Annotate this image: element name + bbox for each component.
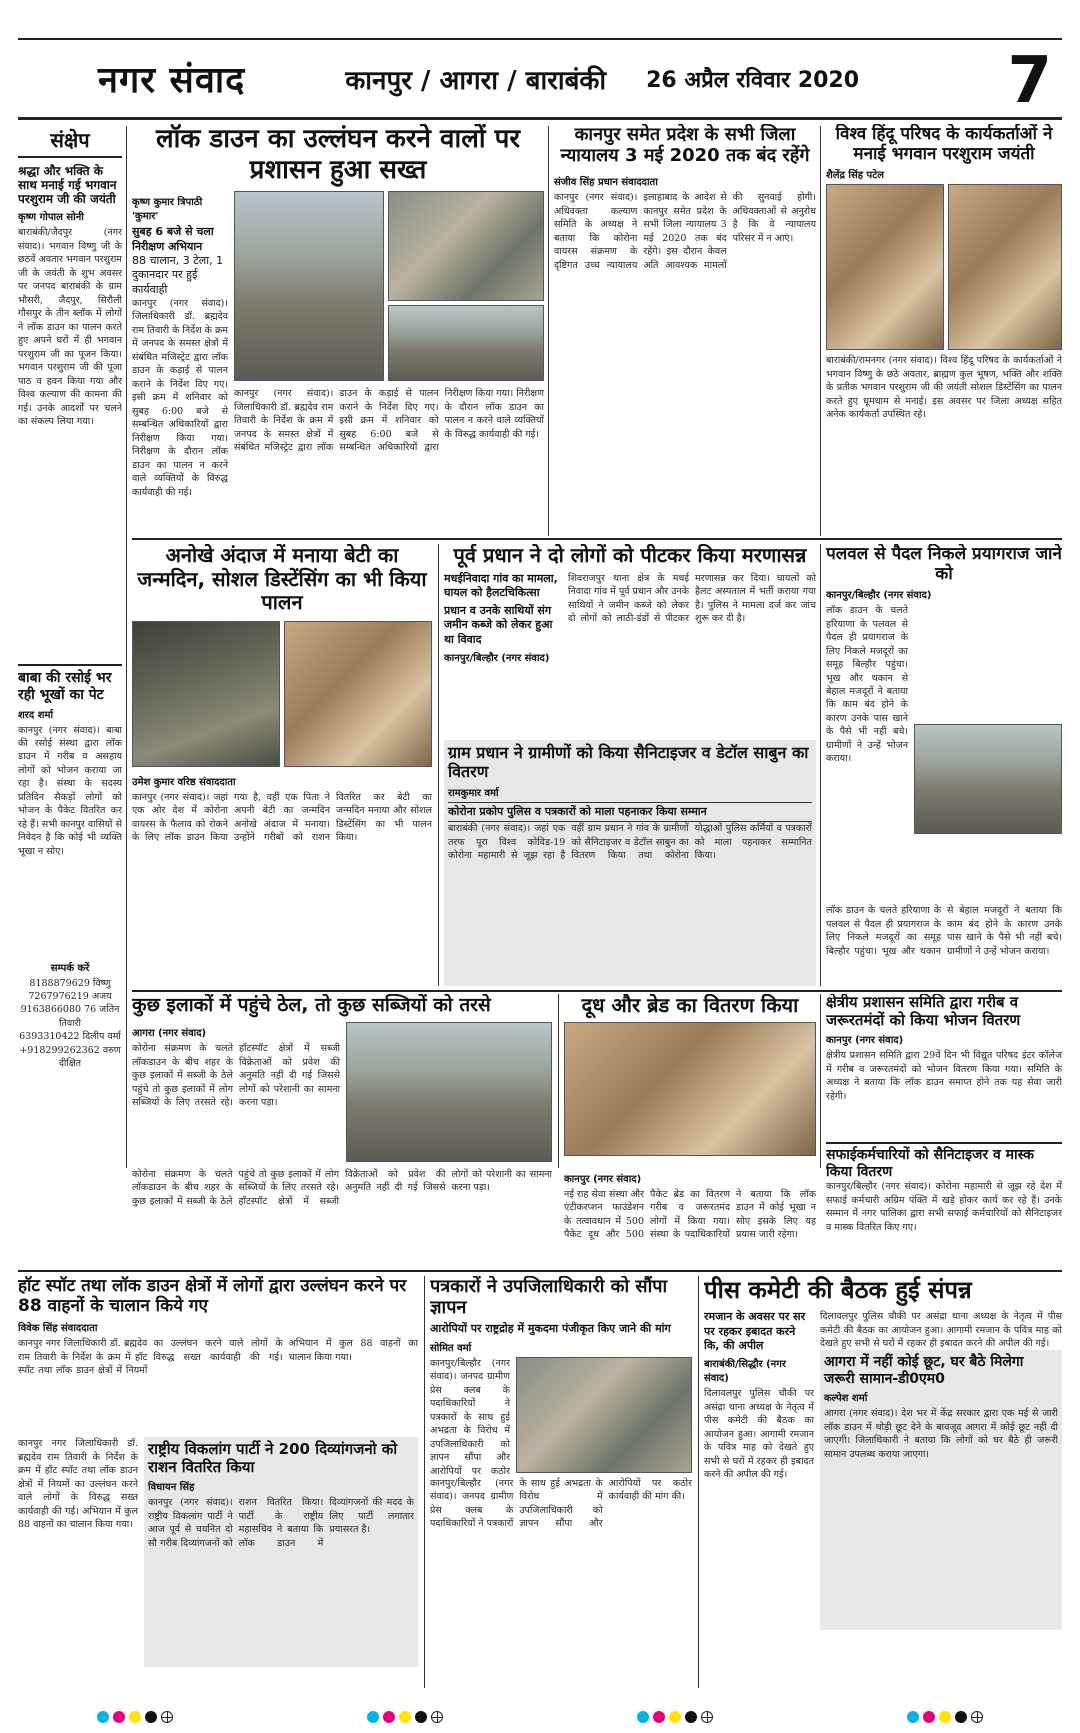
contact-item: 9163866080 76 जतिन तिवारी — [20, 1004, 120, 1029]
murder-body: शिवराजपुर थाना क्षेत्र के मधई निवादा गांव में पूर्व प्रधान और उनके साथियों ने जमीन कब्जे को लेकर दो लोगों को लाठी-डंडों से पीटकर मरणासन्न कर दिया। घायलों को हैलट अस्पताल में भर्ती कराया गया है। पुलिस ने मामला दर्ज कर जांच शुरू कर दी है। — [568, 572, 816, 625]
memo-headline: पत्रकारों ने उपजिलाधिकारी को सौंपा ज्ञापन — [430, 1276, 668, 1319]
vendors-body-box — [132, 1168, 552, 1264]
sanitizer-story — [444, 740, 816, 986]
sidebar-story1-byline: कृष्ण गोपाल सोनी — [18, 212, 84, 224]
lead-body-continued: कानपुर (नगर संवाद)। जिलाधिकारी डॉ. ब्रह्मदेव राम तिवारी के निर्देश के क्रम में जनपद के समस्त क्षेत्रों में संबंधित मजिस्ट्रेट द्वारा लॉक डाउन के कड़ाई से पालन कराने के निर्देश दिए गए। इसी क्रम में शनिवार को सुबह 6:00 बजे से सम्बन्धित अधिकारियों द्वारा निरीक्षण किया गया। निरीक्षण के दौरान लॉक डाउन का पालन न करने वाले व्यक्तियों के विरुद्ध कार्यवाही की गई। — [234, 388, 544, 454]
vhp-body: बाराबंकी/रामनगर (नगर संवाद)। विश्व हिंदू परिषद के कार्यकर्ताओं ने भगवान विष्णु के छठे अवतार, ब्राह्मण कुल भूषण, भक्ति और शक्ति के प्रतीक भगवान परशुराम जी की जयंती सोशल डिस्टेंसिंग का पालन करते हुए धूमधाम से मनाई। इस अवसर पर जिला अध्यक्ष सहित अनेक कार्यकर्ता उपस्थित रहे। — [826, 355, 1062, 421]
hotspot-body-continued: कानपुर नगर जिलाधिकारी डॉ. ब्रह्मदेव राम तिवारी के निर्देश के क्रम में हॉट स्पॉट तथा लॉक डाउन क्षेत्रों में नियमों का उल्लंघन करने वाले लोगों के विरुद्ध सख्त कार्यवाही की गई। अभियान में कुल 88 वाहनों का चालान किया गया। — [18, 1438, 138, 1530]
food-story — [826, 994, 1062, 1266]
peace-subhead: रमजान के अवसर पर सर पर रहकर इबादत करने कि, की अपील — [704, 1310, 806, 1352]
walk-byline: कानपुर/बिल्हौर (नगर संवाद) — [826, 590, 932, 602]
food-subhead: सफाईकर्मचारियों को सैनिटाइजर व मास्क किया वितरण — [826, 1142, 1062, 1180]
memo-story — [430, 1276, 692, 1688]
sanitizer-byline: रामकुमार वर्मा — [448, 787, 499, 799]
ration-headline: राष्ट्रीय विकलांग पार्टी ने 200 दिव्यांगजनो को राशन वितरित किया — [148, 1440, 398, 1476]
vhp-photo-1 — [826, 184, 944, 350]
black-mark — [685, 1711, 697, 1723]
memo-photo — [516, 1357, 692, 1473]
agra-box — [820, 1350, 1062, 1630]
milk-story — [564, 994, 816, 1166]
murder-headline: पूर्व प्रधान ने दो लोगों को पीटकर किया मरणासन्न — [453, 544, 807, 567]
contact-list — [18, 977, 122, 1071]
lead-photo-3 — [388, 305, 544, 381]
edition-cities: कानपुर / आगरा / बाराबंकी — [345, 65, 607, 96]
lead-photo-1 — [234, 191, 384, 381]
court-body: कानपुर (नगर संवाद)। अधिवक्ता कल्याण समिति के अध्यक्ष ने बताया कि कोरोना वायरस संक्रमण के दृष्टिगत उच्च न्यायालय इलाहाबाद के आदेश से कानपुर समेत प्रदेश के सभी जिला न्यायालय 3 मई 2020 तक बंद रहेंगे। इस दौरान केवल अति आवश्यक मामलों की सुनवाई होगी। अधिवक्ताओं से अनुरोध है कि वे न्यायालय परिसर में न आएं। — [554, 192, 816, 271]
memo-subhead: आरोपियों पर राष्ट्रद्रोह में मुकदमा पंजीकृत किए जाने की मांग — [430, 1322, 671, 1336]
sidebar-story2-byline: शरद शर्मा — [18, 709, 54, 721]
memo-byline: सोमित वर्मा — [430, 1342, 472, 1354]
vhp-headline: विश्व हिंदू परिषद के कार्यकर्ताओं ने मनाई भगवान परशुराम जयंती — [835, 124, 1053, 165]
agra-headline: आगरा में नहीं कोई छूट, घर बैठे मिलेगा जरूरी सामान-डी0एम0 — [824, 1354, 1024, 1387]
court-story — [554, 124, 816, 526]
magenta-mark — [113, 1711, 125, 1723]
magenta-mark — [653, 1711, 665, 1723]
milk-body-box — [564, 1168, 816, 1264]
black-mark — [145, 1711, 157, 1723]
magenta-mark — [383, 1711, 395, 1723]
birthday-byline: उमेश कुमार वरिष्ठ संवाददाता — [132, 776, 236, 788]
ration-body: कानपुर (नगर संवाद)। राष्ट्रीय विकलांग पार्टी ने आज पूर्व से चयनित दो सौ गरीब दिव्यांगजनों को राशन वितरित किया। पार्टी के राष्ट्रीय महासचिव ने बताया कि लॉक डाउन में दिव्यांगजनों की मदद के लिए पार्टी लगातार प्रयासरत है। — [148, 1497, 414, 1549]
peace-body-continued: दिलावलपुर पुलिस चौकी पर असंद्रा थाना अध्यक्ष के नेतृत्व में पीस कमेटी की बैठक का आयोजन हुआ। आगामी रमजान के पवित्र माह को देखते हुए सभी से घरों में रहकर ही इबादत करने की अपील की गई। — [820, 1311, 1062, 1350]
walk-body: लॉक डाउन के चलते हरियाणा के पलवल से पैदल ही प्रयागराज के लिए निकले मजदूरों का समूह बिल्हौर पहुंचा। भूख और थकान से बेहाल मजदूरों ने बताया कि काम बंद होने के कारण उनके पास खाने के पैसे भी नहीं बचे। ग्रामीणों ने उन्हें भोजन कराया। — [826, 605, 908, 765]
milk-headline: दूध और ब्रेड का वितरण किया — [581, 994, 799, 1017]
crosshair-mark — [431, 1711, 443, 1723]
vhp-byline: शैलेंद्र सिंह पटेल — [826, 170, 885, 182]
sanitizer-subhead: कोरोना प्रकोप पुलिस व पत्रकारों को माला पहनाकर किया सम्मान — [448, 802, 812, 822]
milk-byline: कानपुर (नगर संवाद) — [564, 1174, 642, 1185]
vendors-body: कोरोना संक्रमण के चलते लॉकडाउन के बीच शहर के कुछ इलाकों में सब्जी के ठेले पहुंचे तो कुछ इलाकों में लोग सब्जियों के लिए तरसते रहे। हॉटस्पॉट क्षेत्रों में सब्जी विक्रेताओं को प्रवेश की अनुमति नहीं दी गई जिससे लोगों को परेशानी का सामना करना पड़ा। — [132, 1043, 340, 1109]
crosshair-mark — [971, 1711, 983, 1723]
agra-byline: कल्पेश शर्मा — [824, 1393, 868, 1405]
hotspot-body: कानपुर नगर जिलाधिकारी डॉ. ब्रह्मदेव राम तिवारी के निर्देश के क्रम में हॉट स्पॉट तथा लॉक डाउन क्षेत्रों में नियमों का उल्लंघन करने वाले लोगों के विरुद्ध सख्त कार्यवाही की गई। अभियान में कुल 88 वाहनों का चालान किया गया। — [18, 1338, 418, 1377]
murder-subhead-1: मधईनिवादा गांव का मामला, घायल को हैलटचिकित्सा — [444, 571, 558, 599]
hotspot-byline: विवेक सिंह संवाददाता — [18, 1323, 98, 1335]
memo-body: कानपुर/बिल्हौर (नगर संवाद)। जनपद ग्रामीण प्रेस क्लब के पदाधिकारियों ने पत्रकारों के साथ हुई अभद्रता के विरोध में उपजिलाधिकारी को ज्ञापन सौंपा और आरोपियों पर कठोर — [430, 1357, 510, 1477]
memo-body-continued: कानपुर/बिल्हौर (नगर संवाद)। जनपद ग्रामीण प्रेस क्लब के पदाधिकारियों ने पत्रकारों के साथ हुई अभद्रता के विरोध में उपजिलाधिकारी को ज्ञापन सौंपा और आरोपियों पर कठोर कार्यवाही की मांग की। — [430, 1477, 692, 1530]
walk-body-continued: लॉक डाउन के चलते हरियाणा के पलवल से पैदल ही प्रयागराज के लिए निकले मजदूरों का समूह बिल्हौर पहुंचा। भूख और थकान से बेहाल मजदूरों ने बताया कि काम बंद होने के कारण उनके पास खाने के पैसे भी नहीं बचे। ग्रामीणों ने उन्हें भोजन कराया। — [826, 905, 1062, 957]
food-body: क्षेत्रीय प्रशासन समिति द्वारा 29वें दिन भी विद्युत परिषद इंटर कॉलेज में गरीब व जरूरतमंदों को भोजन वितरण किया गया। समिति के अध्यक्ष ने बताया कि लॉक डाउन समाप्त होने तक यह सेवा जारी रहेगी। — [826, 1050, 1062, 1102]
milk-body: नई राह सेवा संस्था और एंटीकरप्शन फाउंडेशन के तत्वावधान में 500 पैकेट दूध और 500 पैकेट ब्रेड का वितरण गरीब व जरूरतमंद लोगों में किया गया। संस्था के पदाधिकारियों ने बताया कि लॉक डाउन में कोई भूखा न सोए इसके लिए यह प्रयास जारी रहेगा। — [564, 1189, 816, 1241]
vendors-photo — [346, 1022, 552, 1162]
contact-item: +918299262362 वरुण दीक्षित — [19, 1044, 121, 1070]
sidebar-story2-headline: बाबा की रसोई भर रही भूखों का पेट — [18, 664, 122, 703]
murder-story — [444, 544, 816, 734]
lead-subhead: सुबह 6 बजे से चला निरीक्षण अभियान — [132, 225, 214, 253]
vendors-headline: कुछ इलाकों में पहुंचे ठेल, तो कुछ सब्जियों को तरसे — [132, 994, 491, 1016]
newspaper-page — [18, 38, 1062, 1693]
food-body-2: कानपुर/बिल्हौर (नगर संवाद)। कोरोना महामारी से जूझ रहे देश में सफाई कर्मचारी अग्रिम पंक्ति में खड़े होकर कार्य कर रहे हैं। उनके सम्मान में नगर पालिका द्वारा सभी सफाई कर्मचारियों को सैनिटाइजर व मास्क वितरित किए गए। — [826, 1181, 1062, 1233]
cyan-mark — [367, 1711, 379, 1723]
page-number: 7 — [1007, 44, 1052, 118]
sidebar-story1-body: बाराबंकी/जैदपुर (नगर संवाद)। भगवान विष्णु जी के छठवें अवतार भगवान परशुराम जी के जयंती के शुभ अवसर पर जनपद बाराबंकी के ग्राम भौसरी, जैदपुर, सिरौली गौसपुर के तीन ब्लॉक में लोगों ने लॉक डाउन का पालन करते हुए अपने घरों में ही भगवान परशुराम जी का पूजन किया। भगवान परशुराम जी की पूजा पाठ व हवन किया गया और विश्व कल्याण की कामना की गई। उनके आदर्शों पर चलने का संकल्प लिया गया। — [18, 227, 122, 428]
milk-photo — [564, 1022, 816, 1156]
lead-headline: लॉक डाउन का उल्लंघन करने वालों पर प्रशासन हुआ सख्त — [155, 124, 521, 185]
cyan-mark — [97, 1711, 109, 1723]
murder-byline: कानपुर/बिल्हौर (नगर संवाद) — [444, 653, 550, 665]
black-mark — [955, 1711, 967, 1723]
murder-subhead-2: प्रधान व उनके साथियों संग जमीन कब्जे को लेकर हुआ था विवाद — [444, 604, 553, 646]
birthday-headline: अनोखे अंदाज में मनाया बेटी का जन्मदिन, सोशल डिस्टेंसिंग का भी किया पालन — [137, 544, 427, 615]
contact-label: सम्पर्क करें — [50, 962, 90, 974]
sidebar-title: संक्षेप — [18, 126, 122, 158]
lead-story — [132, 124, 544, 526]
peace-body: दिलावलपुर पुलिस चौकी पर असंद्रा थाना अध्यक्ष के नेतृत्व में पीस कमेटी की बैठक का आयोजन हुआ। आगामी रमजान के पवित्र माह को देखते हुए सभी से घरों में रहकर ही इबादत करने की अपील की गई। — [704, 1388, 814, 1481]
sidebar-story2-body: कानपुर (नगर संवाद)। बाबा की रसोई संस्था द्वारा लॉक डाउन में गरीब व असहाय लोगों को भोजन कराया जा रहा है। संस्था के सदस्य प्रतिदिन सैकड़ों लोगों को भोजन के पैकेट वितरित कर रहे हैं। सभी कानपुर वासियों से निवेदन है कि कोई भी व्यक्ति भूखा न सोए। — [18, 724, 122, 857]
contact-item: 6393310422 दिलीप वर्मा — [19, 1031, 121, 1043]
section-title: नगर संवाद — [98, 60, 246, 101]
contact-item: 8188879629 विष्णु — [29, 977, 111, 989]
court-byline: संजीव सिंह प्रधान संवाददाता — [554, 177, 658, 189]
vhp-photo-2 — [948, 184, 1062, 350]
lead-body: कानपुर (नगर संवाद)। जिलाधिकारी डॉ. ब्रह्मदेव राम तिवारी के निर्देश के क्रम में जनपद के समस्त क्षेत्रों में संबंधित मजिस्ट्रेट द्वारा लॉक डाउन के कड़ाई से पालन कराने के निर्देश दिए गए। इसी क्रम में शनिवार को सुबह 6:00 बजे से सम्बन्धित अधिकारियों द्वारा निरीक्षण किया गया। निरीक्षण के दौरान लॉक डाउन का पालन न करने वाले व्यक्तियों के विरुद्ध कार्यवाही की गई। — [132, 297, 228, 498]
vendors-body-continued: कोरोना संक्रमण के चलते लॉकडाउन के बीच शहर के कुछ इलाकों में सब्जी के ठेले पहुंचे तो कुछ इलाकों में लोग सब्जियों के लिए तरसते रहे। हॉटस्पॉट क्षेत्रों में सब्जी विक्रेताओं को प्रवेश की अनुमति नहीं दी गई जिससे लोगों को परेशानी का सामना करना पड़ा। — [132, 1169, 552, 1207]
peace-story — [704, 1276, 1062, 1688]
birthday-photo-1 — [132, 621, 280, 767]
ration-byline: विधायन सिंह — [148, 1482, 195, 1494]
ration-story — [144, 1437, 418, 1667]
hotspot-story — [18, 1276, 418, 1688]
issue-date: 26 अप्रैल रविवार 2020 — [646, 67, 860, 93]
cyan-mark — [907, 1711, 919, 1723]
lead-photo-2 — [388, 191, 544, 301]
walk-headline: पलवल से पैदल निकले प्रयागराज जाने को — [826, 544, 1062, 585]
vendors-byline: आगरा (नगर संवाद) — [132, 1028, 207, 1040]
sidebar-column — [18, 126, 122, 1168]
vendors-story — [132, 994, 552, 1166]
food-headline: क्षेत्रीय प्रशासन समिति द्वारा गरीब व जरूरतमंदों को किया भोजन वितरण — [826, 994, 1021, 1029]
sidebar-story1-headline: श्रद्धा और भक्ति के साथ मनाई गई भगवान परशुराम जी की जयंती — [18, 164, 117, 207]
vhp-story — [826, 124, 1062, 526]
yellow-mark — [939, 1711, 951, 1723]
peace-headline: पीस कमेटी की बैठक हुई संपन्न — [704, 1276, 972, 1304]
sanitizer-headline: ग्राम प्रधान ने ग्रामीणों को किया सैनिटाइजर व डेटॉल साबुन का वितरण — [448, 743, 809, 781]
walk-photo — [914, 724, 1062, 834]
hotspot-headline: हॉट स्पॉट तथा लॉक डाउन क्षेत्रों में लोगों द्वारा उल्लंघन करने पर 88 वाहनों के चालान किये गए — [18, 1276, 407, 1317]
yellow-mark — [399, 1711, 411, 1723]
registration-marks — [0, 1711, 1080, 1723]
agra-body: आगरा (नगर संवाद)। देश भर में केंद्र सरकार द्वारा एक मई से जारी लॉक डाउन में थोड़ी छूट देने के बावजूद आगरा में कोई छूट नहीं दी जाएगी। जिलाधिकारी ने बताया कि लोगों को घर बैठे ही जरूरी सामान उपलब्ध कराया जाएगा। — [824, 1408, 1058, 1460]
peace-byline: बाराबंकी/सिद्धौर (नगर संवाद) — [704, 1359, 786, 1385]
crosshair-mark — [161, 1711, 173, 1723]
crosshair-mark — [701, 1711, 713, 1723]
cyan-mark — [637, 1711, 649, 1723]
food-byline: कानपुर (नगर संवाद) — [826, 1035, 904, 1047]
sanitizer-body: बाराबंकी (नगर संवाद)। जहां एक तरफ पूरा विश्व कोविड-19 कोरोना महामारी से जूझ रहा है वहीं ग्राम प्रधान ने गांव के ग्रामीणों को सैनिटाइजर व डेटॉल साबुन का वितरण किया तथा कोरोना योद्धाओं पुलिस कर्मियों व पत्रकारों को माला पहनाकर सम्मानित किया। — [448, 823, 812, 862]
lead-byline: कृष्ण कुमार त्रिपाठी 'कुमार' — [132, 197, 203, 223]
black-mark — [415, 1711, 427, 1723]
yellow-mark — [669, 1711, 681, 1723]
walk-story — [826, 544, 1062, 986]
lead-summary: 88 चालान, 3 टेला, 1 दुकानदार पर हुई कार्यवाही — [132, 253, 224, 296]
masthead — [18, 38, 1062, 120]
birthday-photo-2 — [284, 621, 432, 767]
court-headline: कानपुर समेत प्रदेश के सभी जिला न्यायालय 3 मई 2020 तक बंद रहेंगे — [560, 124, 810, 167]
birthday-body: कानपुर (नगर संवाद)। जहां एक ओर देश में कोरोना वायरस के फैलाव को रोकने के लिए लॉक डाउन किया गया है, वहीं एक पिता ने अपनी बेटी का जन्मदिन अनोखे अंदाज में मनाया। उन्होंने गरीबों को राशन वितरित कर बेटी का जन्मदिन मनाया और सोशल डिस्टेंसिंग का भी पालन किया। — [132, 791, 432, 844]
birthday-story — [132, 544, 432, 986]
contact-item: 7267976219 अजय — [28, 990, 112, 1002]
yellow-mark — [129, 1711, 141, 1723]
magenta-mark — [923, 1711, 935, 1723]
